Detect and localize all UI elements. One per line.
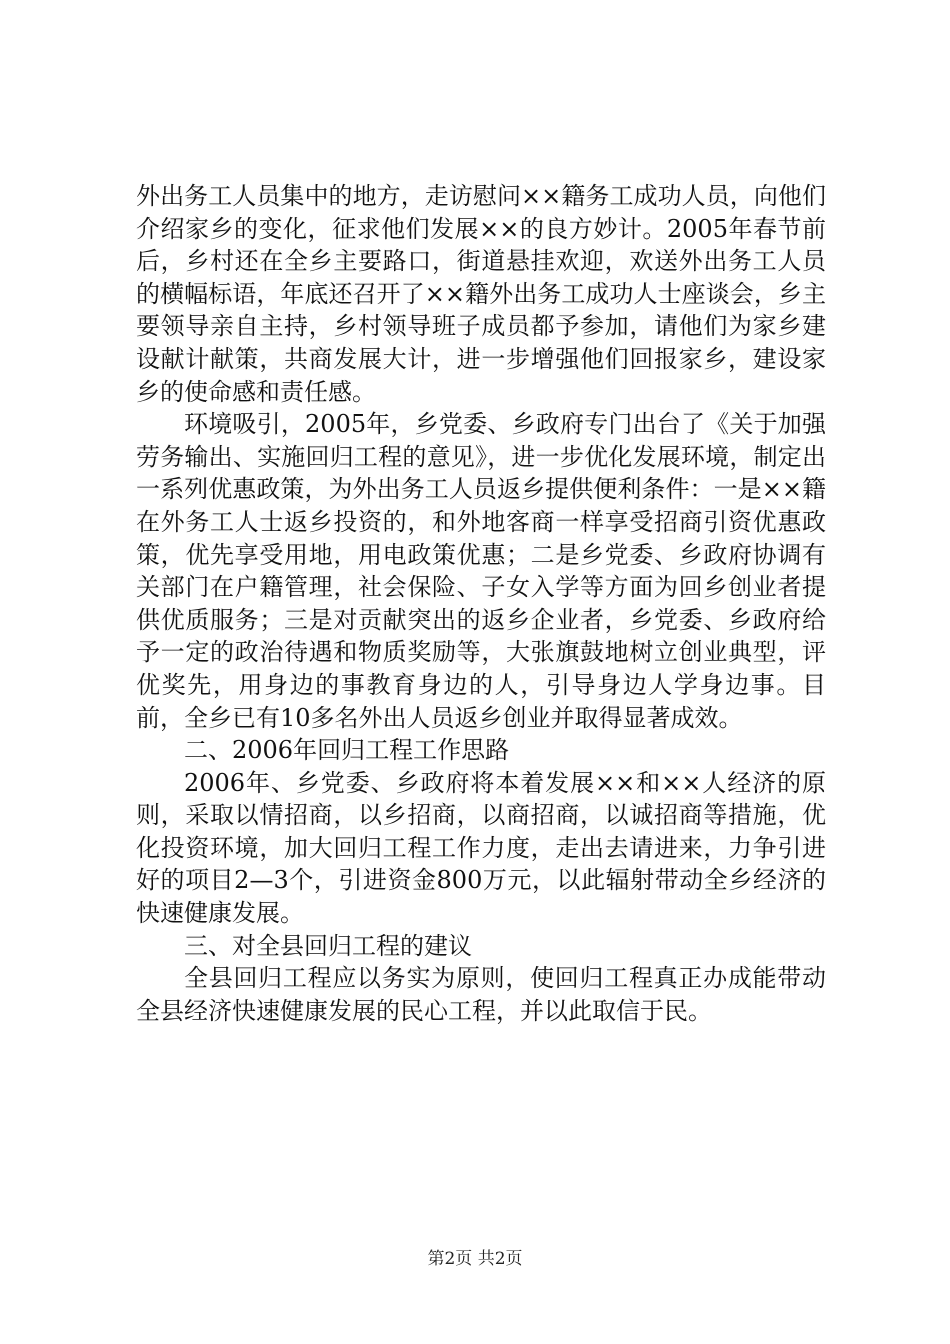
document-body xyxy=(136,180,826,1027)
paragraph-suggestion: 全县回归工程应以务实为原则，使回归工程真正办成能带动全县经济快速健康发展的民心工程，并以此取信于民。 xyxy=(136,964,826,1025)
paragraph-environment: 环境吸引，2005年，乡党委、乡政府专门出台了《关于加强劳务输出、实施回归工程的意见》，进一步优化发展环境，制定出一系列优惠政策，为外出务工人员返乡提供便利条件：一是××籍在外务工人士返乡投资的，和外地客商一样享受招商引资优惠政策，优先享受用地，用电政策优惠；二是乡党委、乡政府协调有关部门在户籍管理，社会保险、子女入学等方面为回乡创业者提供优质服务；三是对贡献突出的返乡企业者，乡党委、乡政府给予一定的政治待遇和物质奖励等，大张旗鼓地树立创业典型，评优奖先，用身边的事教育身边的人，引导身边人学身边事。目前，全乡已有10多名外出人员返乡创业并取得显著成效。 xyxy=(136,410,826,732)
page-footer: 第2页 共2页 xyxy=(427,1249,523,1269)
section-heading-2: 二、2006年回归工程工作思路 xyxy=(184,736,510,765)
section-heading-3: 三、对全县回归工程的建议 xyxy=(184,931,472,960)
paragraph-plan-2006: 2006年、乡党委、乡政府将本着发展××和××人经济的原则，采取以情招商，以乡招商，以商招商，以诚招商等措施，优化投资环境，加大回归工程工作力度，走出去请进来，力争引进好的项目2—3个，引进资金800万元，以此辐射带动全乡经济的快速健康发展。 xyxy=(136,768,826,928)
paragraph-continuation: 外出务工人员集中的地方，走访慰问××籍务工成功人员，向他们介绍家乡的变化，征求他们发展××的良方妙计。2005年春节前后，乡村还在全乡主要路口，街道悬挂欢迎，欢送外出务工人员的横幅标语，年底还召开了××籍外出务工成功人士座谈会，乡主要领导亲自主持，乡村领导班子成员都予参加，请他们为家乡建设献计献策，共商发展大计，进一步增强他们回报家乡，建设家乡的使命感和责任感。 xyxy=(136,182,826,406)
